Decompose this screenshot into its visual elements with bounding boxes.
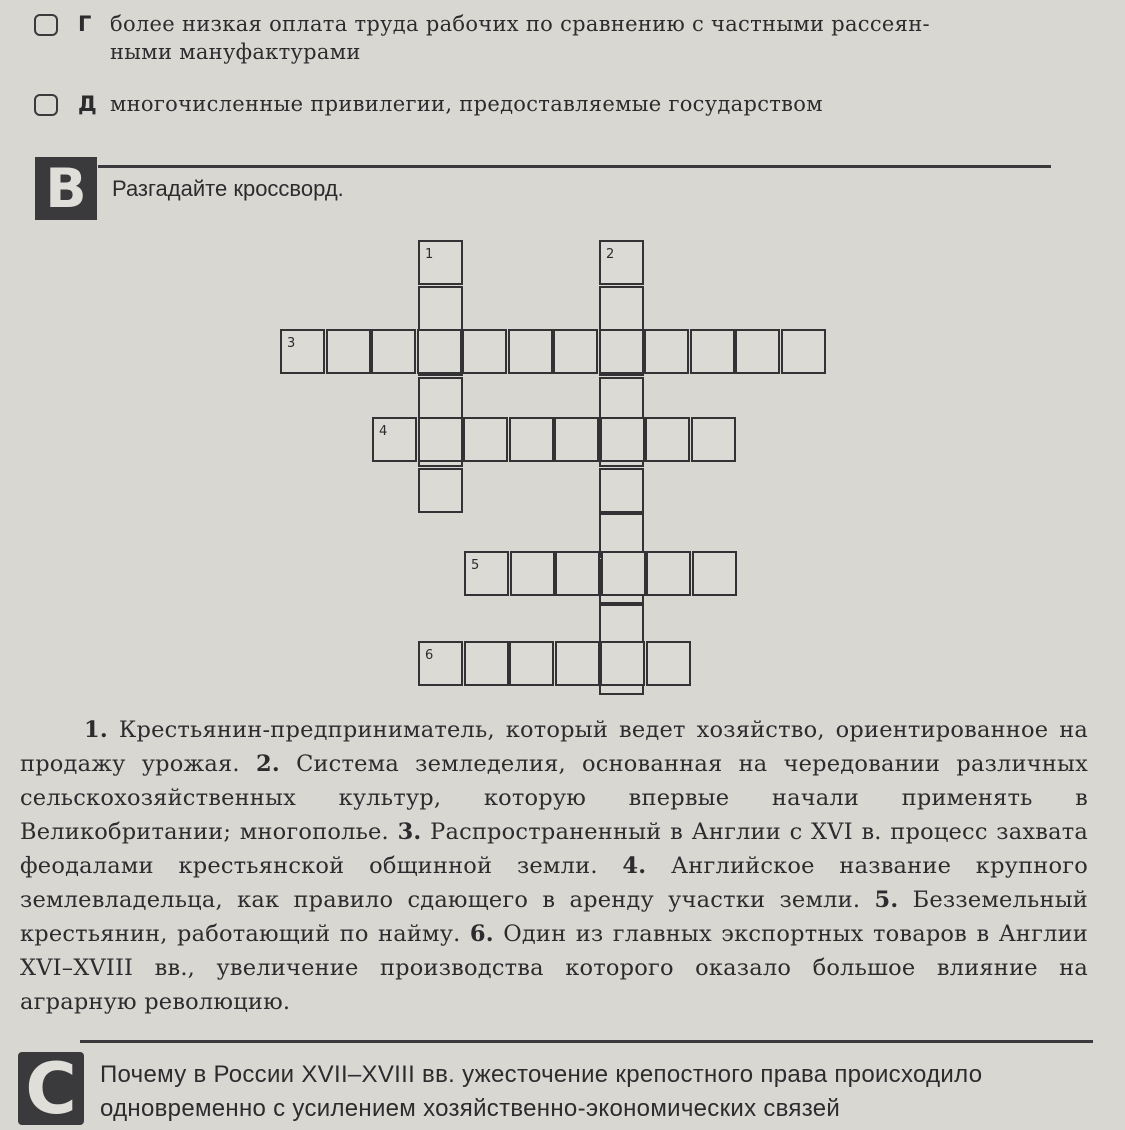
clue-text: Один из главных экспортных товаров в Англии XVI–XVIII вв., увеличение производства которого оказало большое влияние на аграрную революцию. [20,921,1089,1015]
section-c-rule [80,1040,1093,1043]
crossword-number: 2 [606,247,615,262]
crossword-cell[interactable] [645,417,690,462]
clue-number: 4. [622,853,647,879]
crossword-cell[interactable] [418,377,463,422]
crossword-cell[interactable] [692,551,737,596]
crossword-cell[interactable] [371,329,416,374]
crossword-cell[interactable] [690,329,735,374]
crossword-cell[interactable] [509,641,554,686]
section-b-letter: B [35,157,97,220]
crossword-cell[interactable] [599,286,644,331]
crossword-cell[interactable] [599,329,644,374]
crossword-cell[interactable] [418,286,463,331]
crossword-number: 6 [425,648,434,663]
option-g-text-line2: ными мануфактурами [110,40,361,64]
crossword-cell[interactable] [555,551,600,596]
option-g-text-line1: более низкая оплата труда рабочих по сравнению с частными рассеян- [110,12,930,36]
crossword-cell[interactable] [691,417,736,462]
option-d-text: многочисленные привилегии, предоставляемые государством [110,92,823,116]
crossword-number: 1 [425,247,434,262]
crossword-cell[interactable] [418,417,463,462]
clue-text: Крестьянин-предприниматель, который ведет хозяйство, ориентированное на продажу урожая. [20,717,1089,777]
option-d-checkbox[interactable] [34,94,58,116]
crossword-cell[interactable] [555,641,600,686]
clue-number: 6. [469,921,494,947]
section-b-rule [98,165,1051,168]
crossword-cell[interactable] [418,468,463,513]
crossword-cell[interactable] [508,329,553,374]
crossword-number: 5 [471,558,480,573]
crossword-cell[interactable] [600,641,645,686]
crossword-cell[interactable] [418,641,463,686]
crossword-cell[interactable] [781,329,826,374]
clue-text: Система земледелия, основанная на чередовании различных сельскохозяйственных культур, которую впервые начали применять в Великобритании; многополье. [20,751,1088,845]
crossword-cell[interactable] [599,377,644,422]
crossword-cell[interactable] [418,240,463,285]
option-g-checkbox[interactable] [34,14,58,36]
crossword-cell[interactable] [372,417,417,462]
option-g-letter: Г [78,12,92,36]
crossword-cell[interactable] [464,641,509,686]
crossword-cell[interactable] [644,329,689,374]
crossword-cell[interactable] [599,468,644,513]
crossword-cell[interactable] [646,551,691,596]
clue-text: Безземельный крестьянин, работающий по найму. [20,887,1088,947]
crossword-cell[interactable] [462,329,507,374]
crossword-cell[interactable] [553,329,598,374]
crossword-cell[interactable] [326,329,371,374]
crossword-cell[interactable] [280,329,325,374]
crossword-cell[interactable] [735,329,780,374]
crossword-cell[interactable] [510,551,555,596]
crossword-cell[interactable] [417,329,462,374]
section-c-question: Почему в России XVII–XVIII вв. ужесточение крепостного права происходило одновременно с усилением хозяйственно-экономических связей [100,1061,983,1122]
section-c-letter: C [18,1052,84,1125]
clue-number: 1. [84,717,108,743]
crossword-cell[interactable] [463,417,508,462]
crossword-cell[interactable] [600,417,645,462]
clue-number: 5. [874,887,899,913]
clue-number: 2. [255,751,280,777]
crossword-cell[interactable] [464,551,509,596]
crossword-clues [20,713,1088,1019]
crossword-cell[interactable] [599,240,644,285]
crossword-cell[interactable] [601,551,646,596]
crossword-cell[interactable] [554,417,599,462]
crossword-cell[interactable] [646,641,691,686]
clue-number: 3. [397,819,422,845]
clue-text: Распространенный в Англии с XVI в. процесс захвата феодалами крестьянской общинной земли. [20,819,1088,879]
crossword-cell[interactable] [509,417,554,462]
crossword-number: 4 [379,424,388,439]
section-b-instruction: Разгадайте кроссворд. [112,176,344,201]
crossword-number: 3 [287,336,296,351]
clue-text: Английское название крупного землевладельца, как правило сдающего в аренду участки земли. [20,853,1088,913]
option-d-letter: Д [78,92,98,116]
